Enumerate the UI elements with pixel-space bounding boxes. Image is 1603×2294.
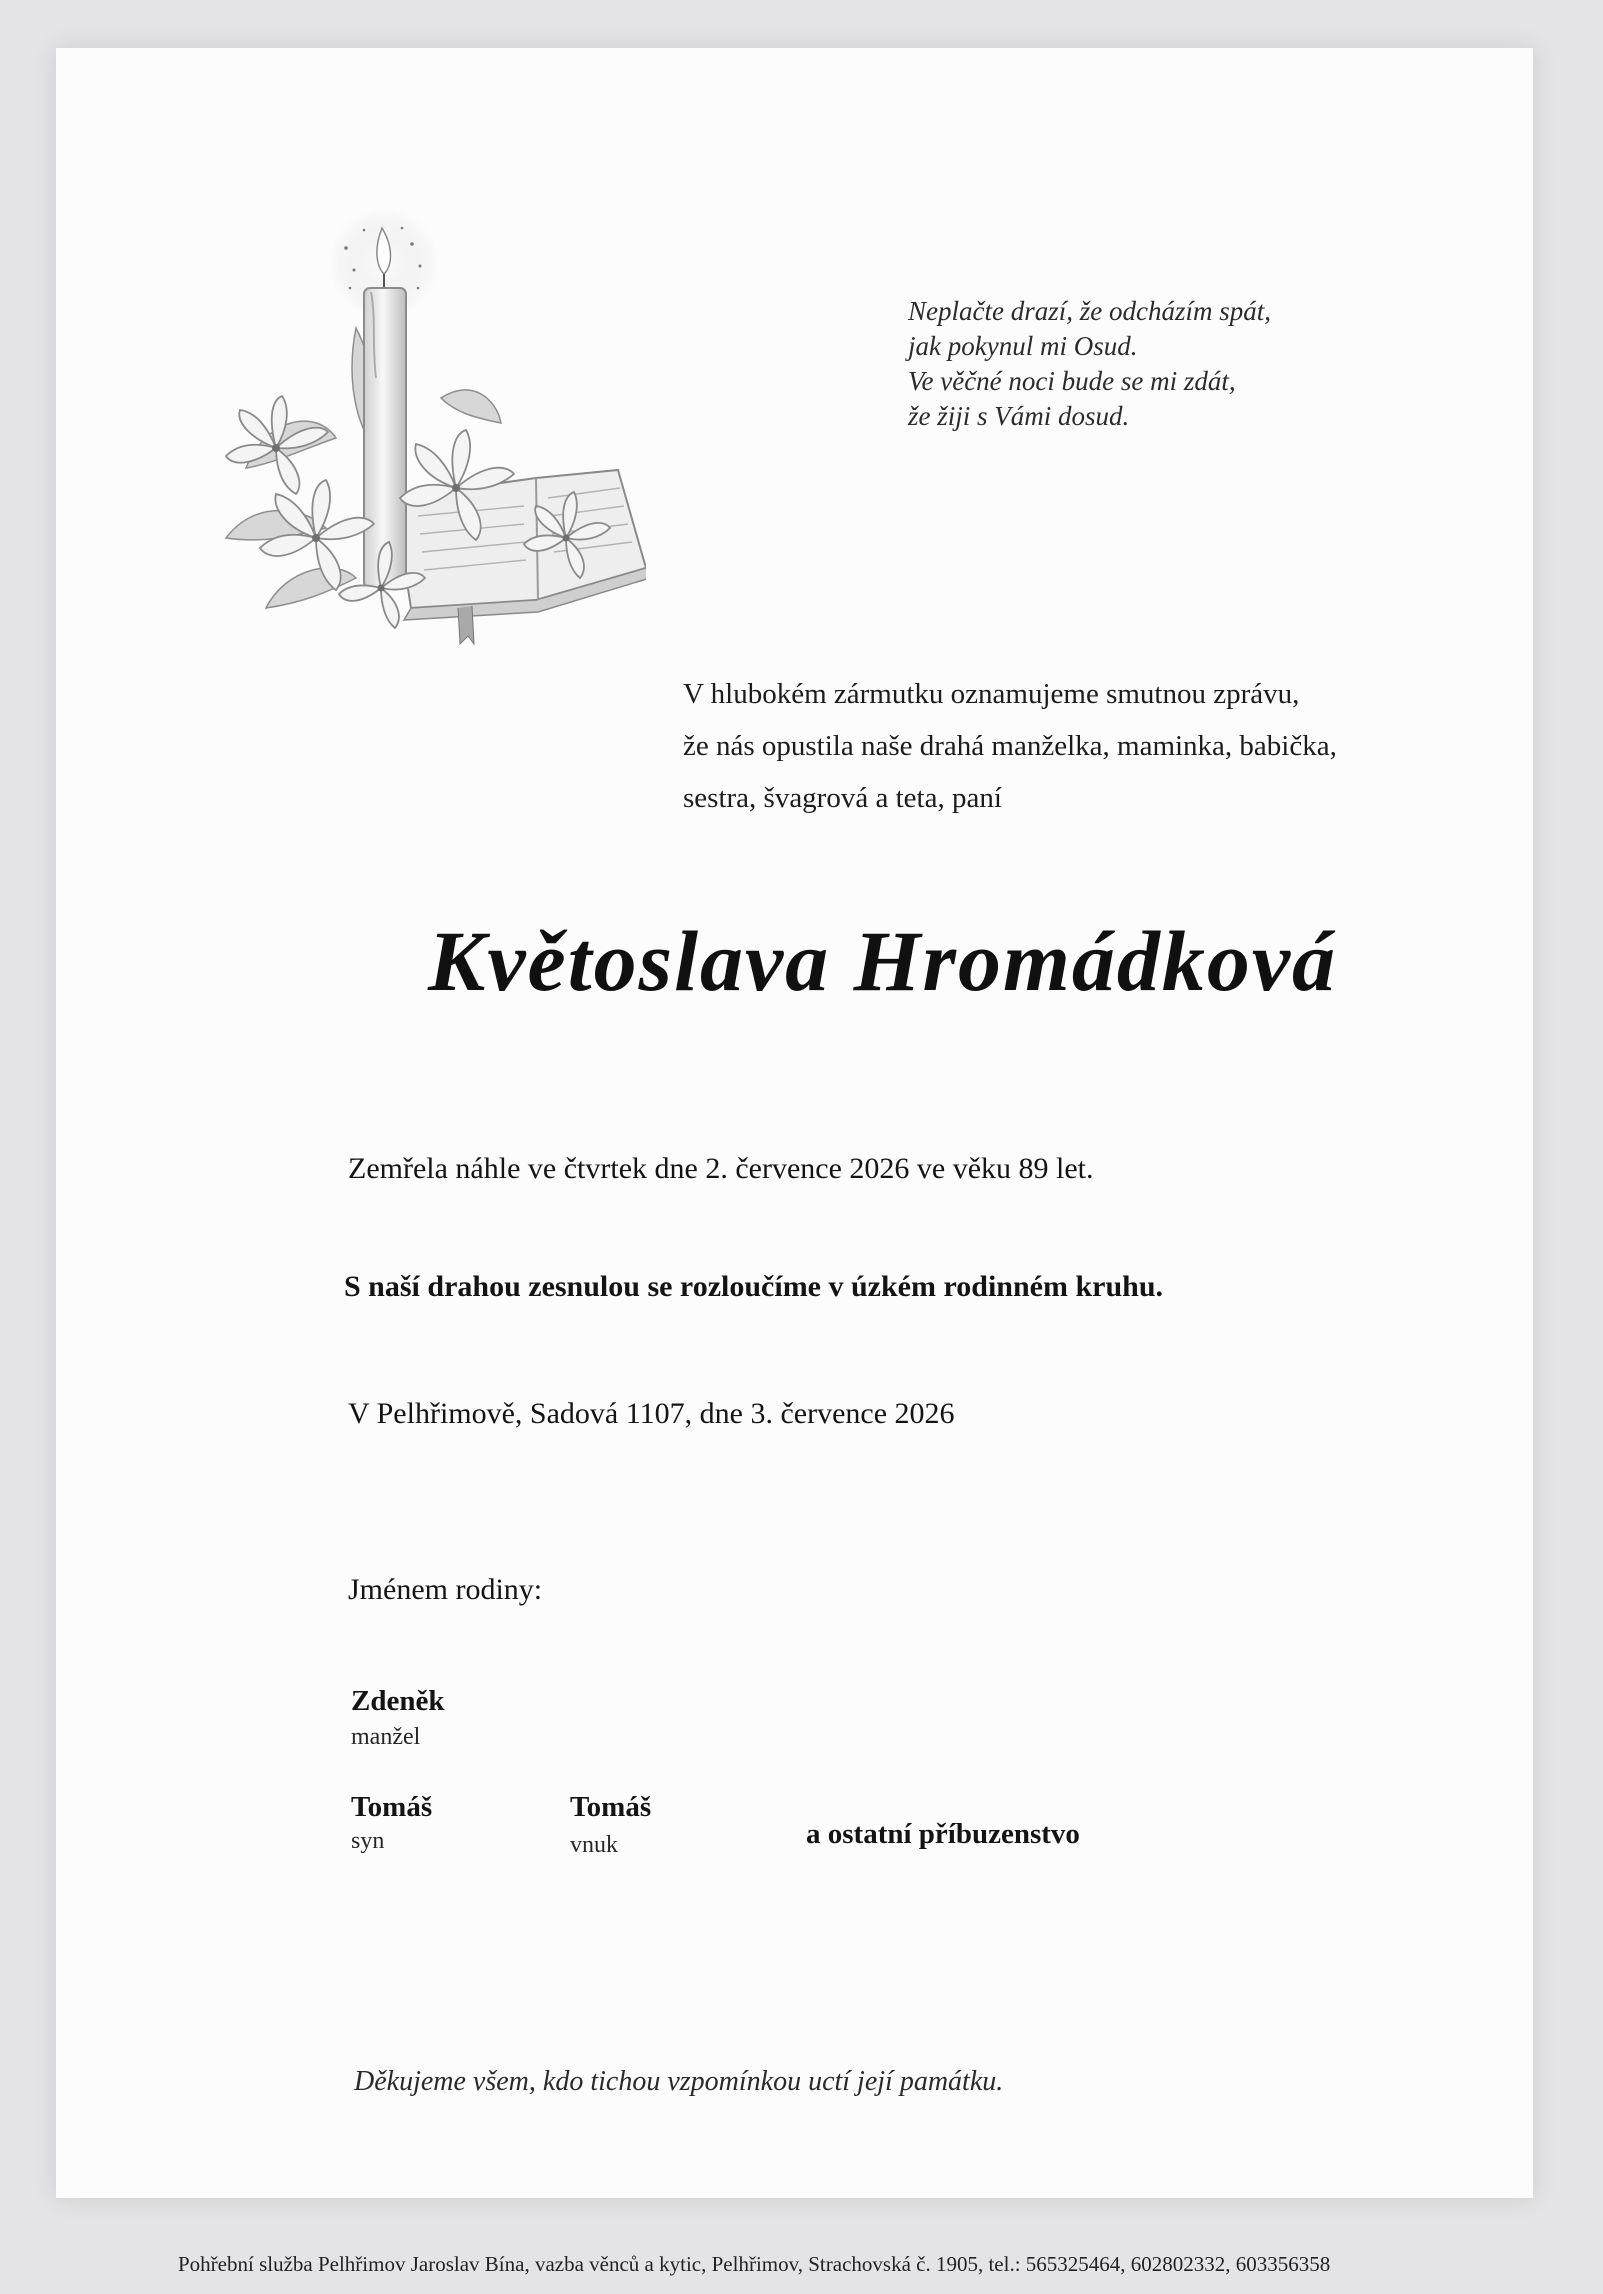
intro-line: že nás opustila naše drahá manželka, maminka, babička, [683,730,1337,762]
obituary-sheet [56,48,1533,2198]
announcement-intro [683,668,1337,824]
mourner-name: Tomáš [570,1791,652,1823]
mourner-name: Zdeněk [351,1685,445,1717]
poem-line: jak pokynul mi Osud. [908,331,1138,361]
place-and-date: V Pelhřimově, Sadová 1107, dne 3. července 2026 [348,1397,955,1430]
mourner [570,1791,651,1859]
thanks-line: Děkujeme všem, kdo tichou vzpomínkou uctí její památku. [354,2066,1004,2097]
other-relatives: a ostatní příbuzenstvo [806,1818,1080,1850]
mourner [351,1791,432,1855]
mourner [351,1685,444,1751]
mourner-name: Tomáš [351,1791,433,1823]
death-notice: Zemřela náhle ve čtvrtek dne 2. července 2026 ve věku 89 let. [348,1152,1094,1185]
poem [908,294,1271,434]
poem-line: Ve věčné noci bude se mi zdát, [908,366,1236,396]
poem-line: Neplačte drazí, že odcházím spát, [908,296,1271,326]
intro-line: sestra, švagrová a teta, paní [683,782,1002,814]
deceased-name: Květoslava Hromádková [428,913,1338,1009]
intro-line: V hlubokém zármutku oznamujeme smutnou zprávu, [683,678,1300,710]
mourner-role: syn [351,1828,385,1854]
funeral-service-imprint: Pohřební služba Pelhřimov Jaroslav Bína, vazba věnců a kytic, Pelhřimov, Strachovská č. 1905, tel.: 565325464, 602802332, 603356358 [178,2252,1331,2276]
candle-lilies-book-illustration [206,208,646,668]
mourner-role: manžel [351,1724,421,1750]
farewell-notice: S naší drahou zesnulou se rozloučíme v úzkém rodinném kruhu. [344,1270,1164,1303]
mourner-role: vnuk [570,1832,618,1858]
poem-line: že žiji s Vámi dosud. [908,401,1130,431]
family-heading: Jménem rodiny: [348,1573,543,1606]
